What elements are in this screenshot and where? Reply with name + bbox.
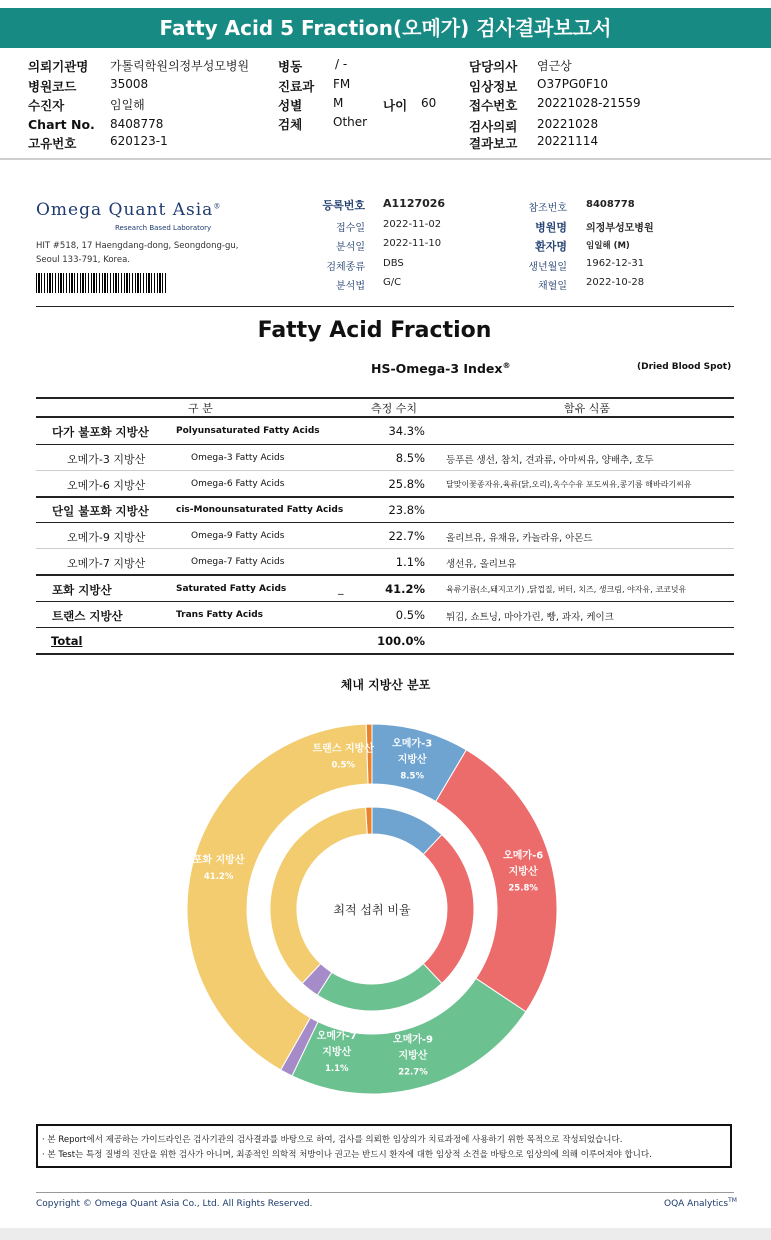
doctor-value: 염근상 <box>537 59 572 73</box>
row-label-en: cis-Monounsaturated Fatty Acids <box>176 505 344 515</box>
table-row <box>36 576 734 602</box>
analyzed-value: 2022-11-10 <box>383 238 442 249</box>
table-row <box>36 602 734 628</box>
ward-value: / - <box>335 57 348 71</box>
row-label-en: Omega-3 Fatty Acids <box>191 453 285 463</box>
institution-label: 의뢰기관명 <box>28 59 89 74</box>
dob-label: 생년월일 <box>528 262 567 273</box>
clinical-info-value: O37PG0F10 <box>537 77 609 91</box>
row-foods: 육류기름(소,돼지고기) ,닭껍질, 버터, 치즈, 생크림, 야자유, 코코넛유 <box>446 585 687 594</box>
omega-quant-asia-logo: Omega Quant Asia® <box>36 200 222 220</box>
row-label-ko: 오메가-6 지방산 <box>67 479 146 492</box>
method-label: 분석법 <box>336 281 365 292</box>
hospital-code-label: 병원코드 <box>28 79 77 94</box>
row-label-en: Saturated Fatty Acids <box>176 584 287 594</box>
examinee-label: 수진자 <box>28 98 65 113</box>
table-row <box>36 523 734 549</box>
lab-address-line2: Seoul 133-791, Korea. <box>36 255 130 265</box>
specimen-value: Other <box>333 115 368 129</box>
request-date-label: 검사의뢰 <box>469 119 518 134</box>
slice-label: 트랜스 지방산 0.5% <box>312 743 374 771</box>
total-label: Total <box>51 634 83 648</box>
table-bottom-rule <box>36 653 734 655</box>
inner-ring-slice <box>270 807 367 983</box>
sample-type-value: DBS <box>383 258 404 269</box>
sex-label: 성별 <box>278 98 303 113</box>
ward-label: 병동 <box>278 59 303 74</box>
row-label-en: Omega-7 Fatty Acids <box>191 557 285 567</box>
slice-label: 오메가-7 지방산 1.1% <box>316 1030 357 1074</box>
row-value: 1.1% <box>395 555 425 569</box>
row-value: 8.5% <box>395 451 425 465</box>
header-measured: 측정 수치 <box>371 402 418 415</box>
receipt-no-label: 접수번호 <box>469 98 518 113</box>
inner-ring-slice <box>317 964 441 1011</box>
sample-type-label: 검체종류 <box>326 262 365 273</box>
row-label-en: Omega-9 Fatty Acids <box>191 531 285 541</box>
lab-address-line1: HIT #518, 17 Haengdang-dong, Seongdong-gu, <box>36 241 239 251</box>
patient-label: 환자명 <box>535 240 567 253</box>
info-divider <box>36 306 734 307</box>
row-label-en: Trans Fatty Acids <box>176 610 264 620</box>
row-value: 34.3% <box>388 424 425 438</box>
doctor-label: 담당의사 <box>469 59 518 74</box>
row-foods: 올리브유, 유채유, 카놀라유, 아몬드 <box>446 533 593 544</box>
report-date-label: 결과보고 <box>469 136 518 151</box>
row-value: 23.8% <box>388 503 425 517</box>
slice-label: 오메가-6 지방산 25.8% <box>503 850 544 894</box>
oqa-analytics-brand: OQA Analytics™ <box>664 1197 737 1209</box>
chart-no-label: Chart No. <box>28 117 95 132</box>
specimen-label: 검체 <box>278 117 303 132</box>
clinical-info-label: 임상정보 <box>469 79 518 94</box>
table-row <box>36 445 734 471</box>
fatty-acid-donut-chart <box>0 700 771 1120</box>
row-label-en: Polyunsaturated Fatty Acids <box>176 426 320 436</box>
age-label: 나이 <box>383 98 408 113</box>
ref-no-value: 8408778 <box>586 199 635 210</box>
row-label-en: Omega-6 Fatty Acids <box>191 479 285 489</box>
total-value: 100.0% <box>377 634 425 648</box>
chart-no-value: 8408778 <box>110 117 164 131</box>
hospital-code-value: 35008 <box>110 77 149 91</box>
row-foods: 튀김, 쇼트닝, 마아가린, 빵, 과자, 케이크 <box>446 612 614 623</box>
collected-value: 2022-10-28 <box>586 277 645 288</box>
sex-value: M <box>333 96 344 110</box>
reg-no-label: 등록번호 <box>322 199 365 212</box>
row-foods: 생선유, 올리브유 <box>446 559 517 570</box>
row-label-ko: 포화 지방산 <box>52 583 112 597</box>
copyright: Copyright © Omega Quant Asia Co., Ltd. All Rights Reserved. <box>36 1199 313 1209</box>
header-divider <box>0 158 771 160</box>
analyzed-label: 분석일 <box>336 242 365 253</box>
table-row <box>36 471 734 497</box>
slice-label: 포화 지방산 41.2% <box>192 855 245 883</box>
disclaimer-line: · 본 Report에서 제공하는 가이드라인은 검사기관의 검사결과를 바탕으로 하여, 검사를 의뢰한 임상의가 치료과정에 사용하기 위한 목적으로 작성되었습니다. <box>42 1135 623 1145</box>
footer-rule <box>36 1192 734 1193</box>
hospital-label: 병원명 <box>535 221 567 234</box>
report-date-value: 20221114 <box>537 134 599 148</box>
table-row <box>36 418 734 444</box>
slice-label: 오메가-3 지방산 8.5% <box>392 738 433 782</box>
header-foods: 함유 식품 <box>564 402 611 415</box>
header-category: 구 분 <box>188 402 213 415</box>
hs-omega-3-index-label: HS-Omega-3 Index® <box>371 361 511 377</box>
request-date-value: 20221028 <box>537 117 599 131</box>
dried-blood-spot-note: (Dried Blood Spot) <box>637 362 732 372</box>
receipt-no-value: 20221028-21559 <box>537 96 641 110</box>
row-value: 0.5% <box>395 608 425 622</box>
ref-no-label: 참조번호 <box>528 203 567 214</box>
received-label: 접수일 <box>336 223 365 234</box>
inner-ring-slice <box>366 807 372 834</box>
age-value: 60 <box>421 96 437 110</box>
row-dash: _ <box>338 582 344 595</box>
row-label-ko: 오메가-9 지방산 <box>67 531 146 544</box>
collected-label: 채혈일 <box>538 281 567 292</box>
table-row <box>36 549 734 575</box>
row-value: 41.2% <box>385 582 425 596</box>
received-value: 2022-11-02 <box>383 219 442 230</box>
inner-ring-slice <box>423 835 474 984</box>
method-value: G/C <box>383 277 402 288</box>
row-label-ko: 오메가-7 지방산 <box>67 557 146 570</box>
slice-label: 오메가-9 지방산 22.7% <box>392 1034 434 1078</box>
patient-value: 임일해 (M) <box>586 241 630 251</box>
row-value: 22.7% <box>388 529 425 543</box>
row-label-ko: 단일 불포화 지방산 <box>52 504 149 518</box>
department-label: 진료과 <box>278 79 315 94</box>
barcode <box>36 273 168 293</box>
fatty-acid-fraction-title: Fatty Acid Fraction <box>257 318 492 343</box>
table-row-total <box>36 628 734 654</box>
row-foods: 달맞이꽃종자유,육류(닭,오리),옥수수유 포도씨유,콩기름 해바라기씨유 <box>446 480 692 489</box>
row-foods: 등푸른 생선, 참치, 견과류, 아마씨유, 양배추, 호두 <box>446 455 654 466</box>
table-top-rule <box>36 397 734 399</box>
report-title: Fatty Acid 5 Fraction(오메가) 검사결과보고서 <box>0 8 771 48</box>
department-value: FM <box>333 77 351 91</box>
dob-value: 1962-12-31 <box>586 258 645 269</box>
unique-no-label: 고유번호 <box>28 136 77 151</box>
center-label: 최적 섭취 비율 <box>333 903 411 917</box>
chart-title: 체내 지방산 분포 <box>340 678 431 692</box>
examinee-value: 임일해 <box>110 98 145 112</box>
disclaimer-box <box>36 1124 732 1168</box>
row-value: 25.8% <box>388 477 425 491</box>
unique-no-value: 620123-1 <box>110 134 168 148</box>
row-label-ko: 다가 불포화 지방산 <box>52 425 149 439</box>
row-label-ko: 오메가-3 지방산 <box>67 453 146 466</box>
row-label-ko: 트랜스 지방산 <box>52 609 123 623</box>
table-row <box>36 497 734 523</box>
logo-tagline: Research Based Laboratory <box>115 224 212 232</box>
institution-value: 가톨릭학원의정부성모병원 <box>110 59 250 73</box>
disclaimer-line: · 본 Test는 특정 질병의 진단을 위한 검사가 아니며, 최종적인 의학적 처방이나 권고는 반드시 환자에 대한 임상적 소견을 바탕으로 임상의에 의해 이루어져야 합니다. <box>42 1150 652 1160</box>
hospital-value: 의정부성모병원 <box>586 223 654 234</box>
reg-no-value: A1127026 <box>383 197 446 210</box>
